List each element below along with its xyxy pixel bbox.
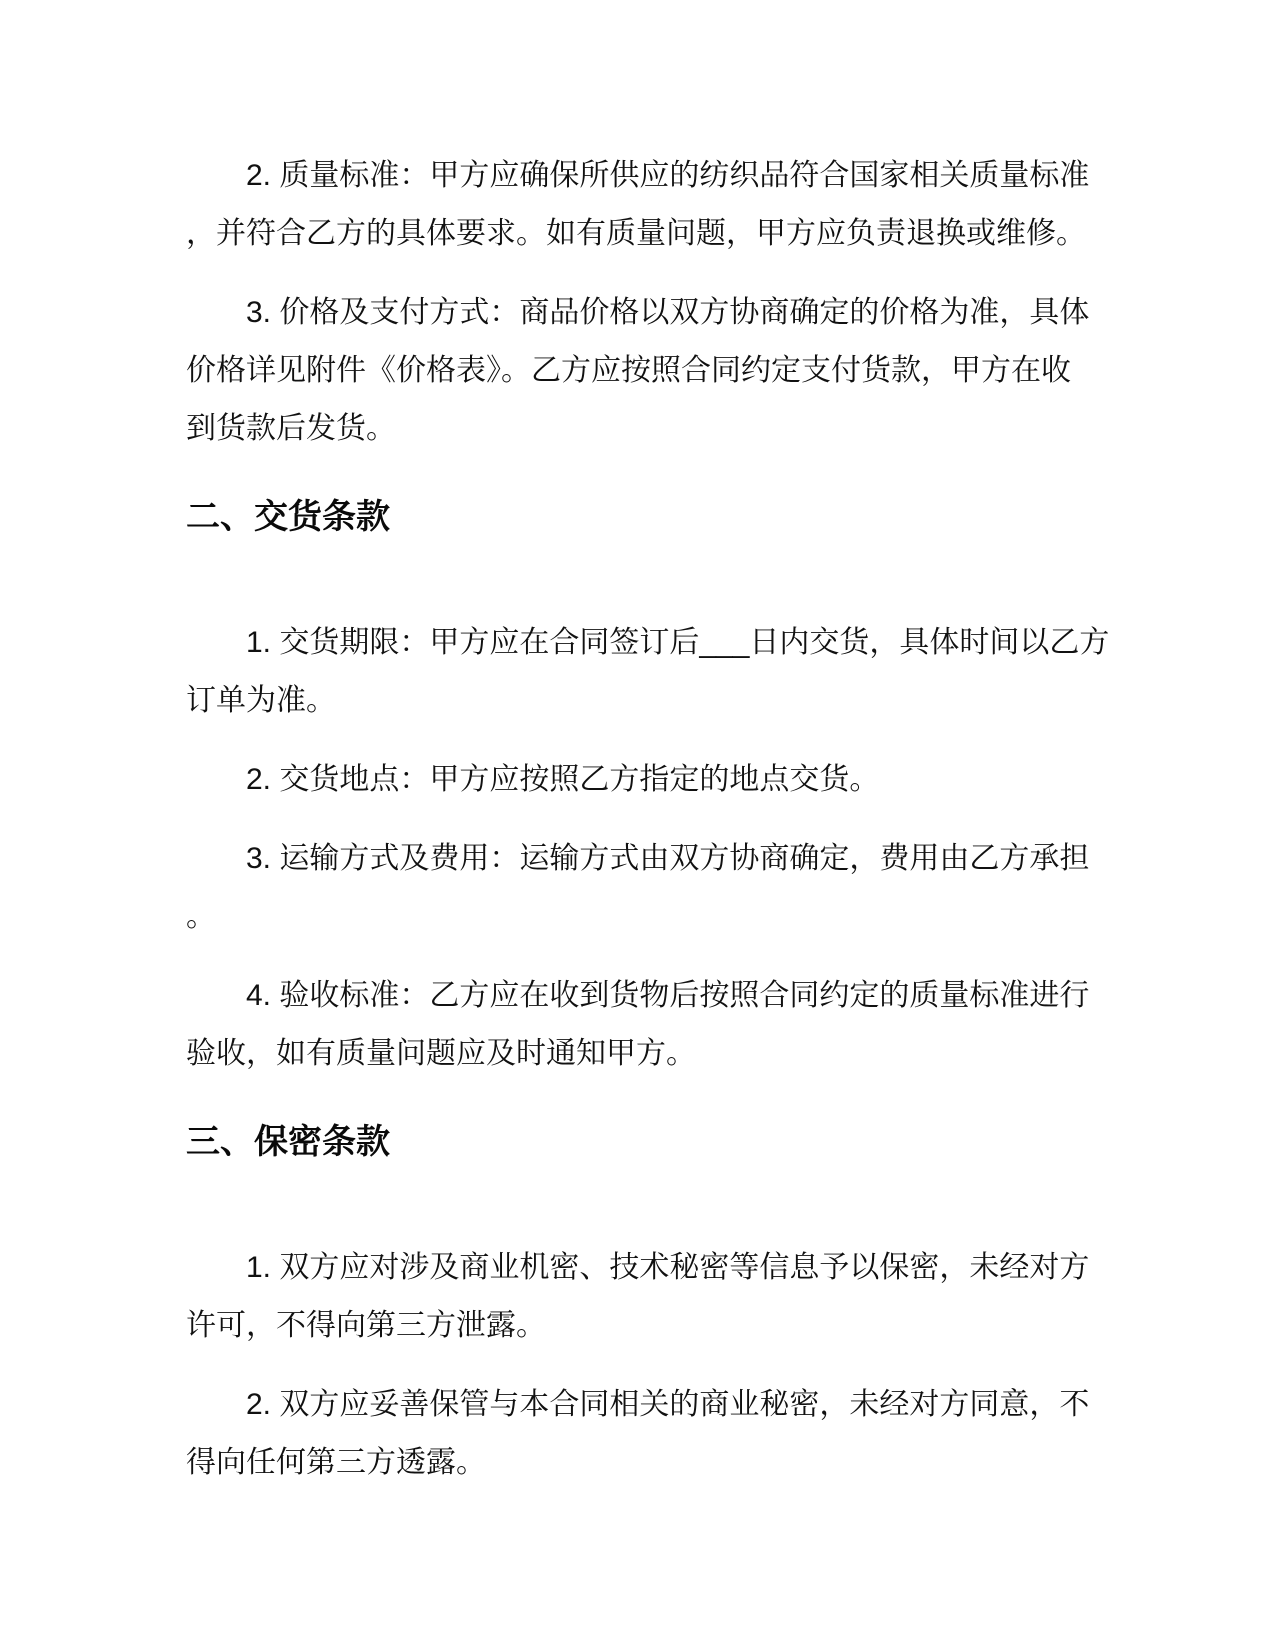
text-line: 2. 双方应妥善保管与本合同相关的商业秘密，未经对方同意，不 [246, 1388, 1090, 1421]
text-line: 3. 运输方式及费用：运输方式由双方协商确定，费用由乙方承担 [246, 842, 1090, 875]
text-line: 验收，如有质量问题应及时通知甲方。 [186, 1037, 696, 1070]
text-line: 2. 交货地点：甲方应按照乙方指定的地点交货。 [246, 763, 880, 796]
paragraph-quality-standard [186, 147, 1100, 263]
paragraph-delivery-deadline [186, 614, 1110, 730]
text-line: 3. 价格及支付方式：商品价格以双方协商确定的价格为准，具体 [246, 296, 1090, 329]
text-line: 4. 验收标准：乙方应在收到货物后按照合同约定的质量标准进行 [246, 979, 1090, 1012]
text-line: 得向任何第三方透露。 [186, 1446, 486, 1479]
text-line: 订单为准。 [186, 684, 336, 717]
text-line: ，并符合乙方的具体要求。如有质量问题，甲方应负责退换或维修。 [186, 217, 1086, 250]
section-heading-confidentiality-terms: 三、保密条款 [186, 1123, 390, 1161]
text-line: 价格详见附件《价格表》。乙方应按照合同约定支付货款，甲方在收 [186, 354, 1071, 387]
paragraph-confidentiality-1 [186, 1239, 1100, 1355]
text-line: 到货款后发货。 [186, 412, 396, 445]
text-line: 1. 交货期限：甲方应在合同签订后___日内交货，具体时间以乙方 [246, 626, 1110, 659]
text-line: 许可，不得向第三方泄露。 [186, 1309, 546, 1342]
paragraph-delivery-location [186, 751, 1100, 809]
paragraph-acceptance-standard [186, 967, 1100, 1083]
paragraph-confidentiality-2 [186, 1376, 1100, 1492]
text-line: 1. 双方应对涉及商业机密、技术秘密等信息予以保密，未经对方 [246, 1251, 1090, 1284]
text-line: 2. 质量标准：甲方应确保所供应的纺织品符合国家相关质量标准 [246, 159, 1090, 192]
paragraph-price-payment [186, 284, 1100, 458]
text-line: 。 [186, 900, 216, 933]
paragraph-transport-cost [186, 830, 1100, 946]
section-heading-delivery-terms: 二、交货条款 [186, 498, 390, 536]
